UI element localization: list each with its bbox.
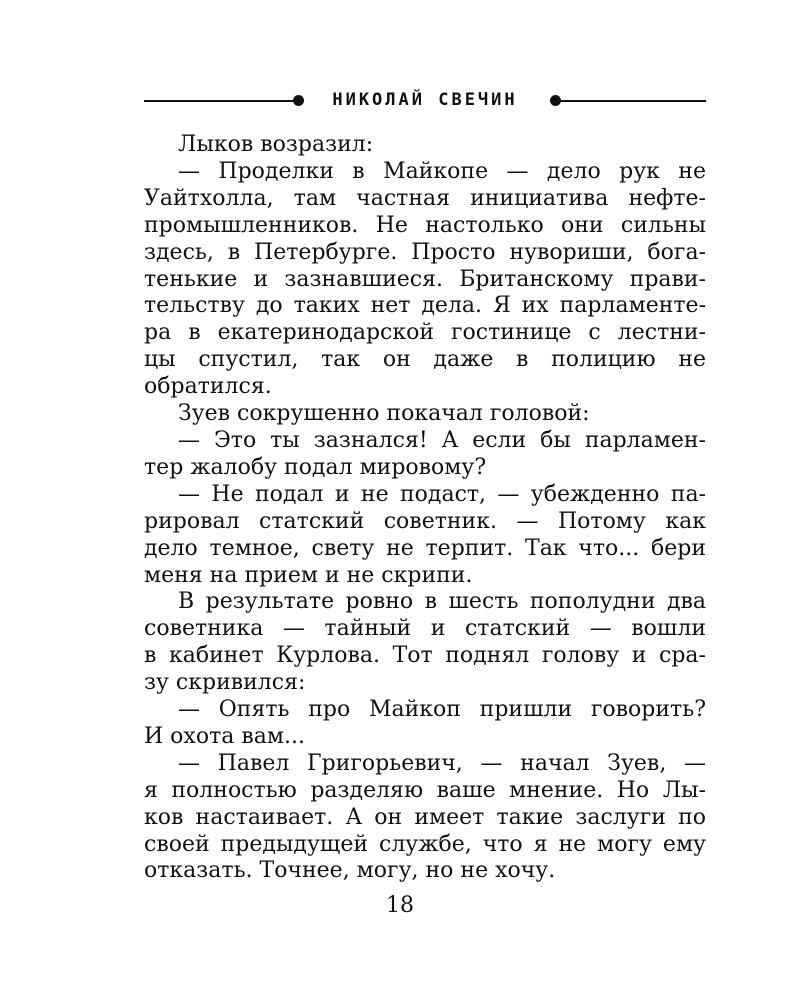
text-line: — Не подал и не подаст, — убежденно па- [178, 481, 706, 507]
text-line: зу скривился: [144, 670, 306, 696]
page-header [144, 86, 706, 116]
text-line: — Павел Григорьевич, — начал Зуев, — [178, 750, 706, 776]
text-line: Зуев сокрушенно покачал головой: [178, 401, 590, 427]
text-line: тенькие и зазнавшиеся. Британскому прави- [144, 266, 706, 292]
text-line: в кабинет Курлова. Тот поднял голову и сра- [144, 643, 706, 669]
text-line: советника — тайный и статский — вошли [144, 616, 706, 642]
text-line: И охота вам... [144, 723, 305, 749]
text-line: — Проделки в Майкопе — дело рук не [178, 158, 706, 184]
text-line: обратился. [144, 374, 272, 400]
text-line: ра в екатеринодарской гостинице с лестни- [144, 320, 706, 346]
text-line: Лыков возразил: [178, 132, 374, 157]
text-line: своей предыдущей службе, что я не могу ему [144, 831, 706, 857]
text-line: Уайтхолла, там частная инициатива нефте- [144, 185, 706, 211]
text-line: — Это ты зазнался! А если бы парламен- [178, 427, 706, 453]
text-line: В результате ровно в шесть пополудни два [178, 589, 706, 615]
text-line: — Опять про Майкоп пришли говорить? [178, 697, 706, 723]
text-line: отказать. Точнее, могу, но не хочу. [144, 858, 556, 884]
text-line: тельству до таких нет дела. Я их парламенте- [144, 293, 706, 319]
body-text [144, 132, 706, 885]
page-number: 18 [386, 893, 414, 918]
running-title: НИКОЛАЙ СВЕЧИН [332, 90, 518, 110]
text-line: промышленников. Не настолько они сильны [144, 212, 706, 238]
text-line: ков настаивает. А он имеет такие заслуги по [144, 804, 706, 830]
text-line: меня на прием и не скрипи. [144, 562, 473, 588]
text-line: здесь, в Петербурге. Просто нувориши, бога- [144, 239, 706, 265]
text-line: дело темное, свету не терпит. Так что... бери [144, 535, 706, 561]
text-line: тер жалобу подал мировому? [144, 454, 487, 480]
text-line: рировал статский советник. — Потому как [144, 508, 706, 534]
header-rule-right [556, 100, 706, 102]
text-line: я полностью разделяю ваше мнение. Но Лы- [144, 777, 706, 803]
text-line: цы спустил, так он даже в полицию не [144, 347, 706, 373]
